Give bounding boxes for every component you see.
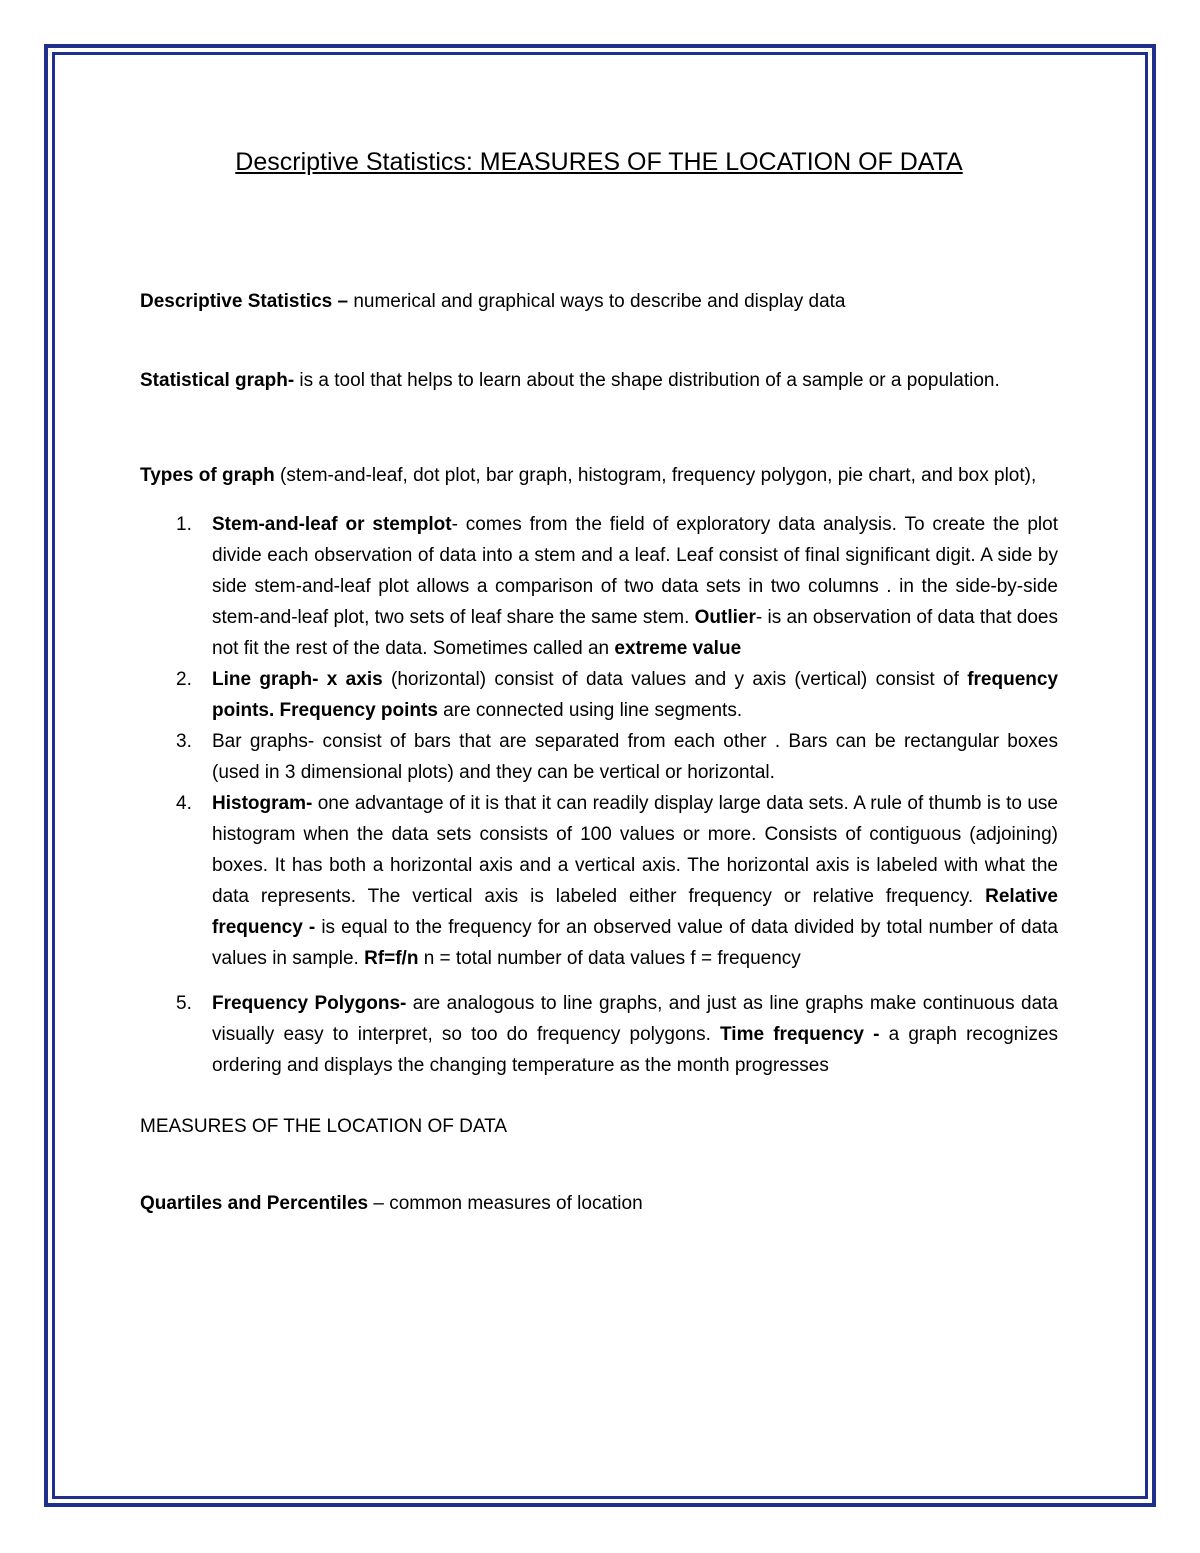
item-text: are analogous to line graphs, and just as line graphs make continuous data visually easy to interpret, so too do frequency polygons. [212, 993, 1059, 1045]
list-number: 1. [176, 514, 192, 535]
graph-types-list [140, 509, 1058, 1081]
section-heading: MEASURES OF THE LOCATION OF DATA [140, 1116, 508, 1137]
list-number: 3. [176, 731, 192, 752]
list-item [176, 988, 1059, 1081]
definition-text: – common measures of location [368, 1193, 643, 1214]
bold-term: Frequency Polygons- [212, 993, 407, 1014]
document-body [140, 140, 1058, 1219]
list-item [176, 664, 1059, 726]
item-text: a graph recognizes ordering and displays the changing temperature as the month progresses [212, 1024, 1058, 1076]
definition-text: is a tool that helps to learn about the shape distribution of a sample or a population. [294, 370, 1000, 391]
definition-text: (stem-and-leaf, dot plot, bar graph, histogram, frequency polygon, pie chart, and box plot), [274, 465, 1037, 486]
bold-term: Rf=f/n [364, 948, 419, 969]
bold-term: Relative frequency - [212, 886, 1058, 938]
item-text: (horizontal) consist of data values and y axis (vertical) consist of [382, 669, 968, 690]
list-number: 2. [176, 669, 192, 690]
bold-term: Time frequency - [720, 1024, 880, 1045]
term: Quartiles and Percentiles [140, 1193, 369, 1214]
definition-quartiles-percentiles [140, 1188, 1058, 1219]
definition-descriptive-statistics [140, 286, 1058, 317]
list-item [176, 726, 1058, 788]
list-item [176, 509, 1058, 664]
bold-term: Histogram- [212, 793, 313, 814]
bold-term: Stem-and-leaf or stemplot [212, 514, 452, 535]
definition-statistical-graph [140, 365, 1058, 396]
item-text: are connected using line segments. [437, 700, 743, 721]
bold-term: frequency points. Frequency points [212, 669, 1059, 721]
term: Types of graph [140, 465, 275, 486]
definition-text: numerical and graphical ways to describe and display data [348, 291, 846, 312]
item-text: - comes from the field of exploratory data analysis. To create the plot divide each observation of data into a stem and a leaf. Leaf consist of final significant digit. A side by side stem-and-leaf plot allows a comparison of two data sets in two columns . in the side-by-side stem-and-leaf plot, two sets of leaf share the same stem. [212, 514, 1058, 628]
list-number: 4. [176, 793, 192, 814]
list-number: 5. [176, 993, 192, 1014]
types-of-graph [140, 460, 1058, 491]
item-text: - is an observation of data that does not fit the rest of the data. Sometimes called an [212, 607, 1058, 659]
list-item [176, 788, 1058, 974]
item-text: Bar graphs- consist of bars that are separated from each other . Bars can be rectangular boxes (used in 3 dimensional plots) and they can be vertical or horizontal. [212, 731, 1058, 783]
document-title: Descriptive Statistics: MEASURES OF THE LOCATION OF DATA [235, 148, 963, 176]
term: Descriptive Statistics – [140, 291, 349, 312]
bold-term: extreme value [614, 638, 742, 659]
bold-term: Line graph- x axis [212, 669, 383, 690]
item-text: n = total number of data values f = frequency [418, 948, 801, 969]
item-text: one advantage of it is that it can readily display large data sets. A rule of thumb is to use histogram when the data sets consists of 100 values or more. Consists of contiguous (adjoining) boxes. It has both a horizontal axis and a vertical axis. The horizontal axis is labeled with what the data represents. The vertical axis is labeled either frequency or relative frequency. [212, 793, 1058, 907]
bold-term: Outlier [694, 607, 756, 628]
term: Statistical graph- [140, 370, 295, 391]
item-text: is equal to the frequency for an observed value of data divided by total number of data values in sample. [212, 917, 1058, 969]
